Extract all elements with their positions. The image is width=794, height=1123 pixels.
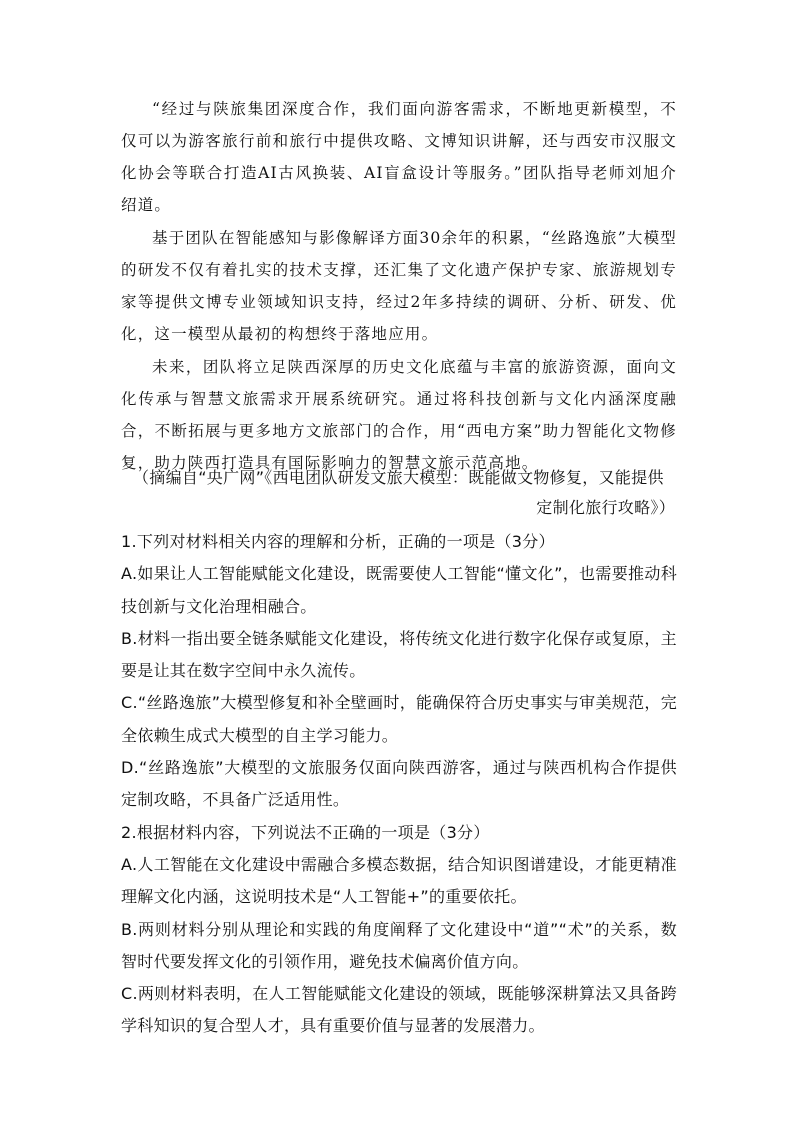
question-stem: 1.下列对材料相关内容的理解和分析，正确的一项是（3分） bbox=[121, 532, 555, 551]
question-option-d: D.“丝路逸旅”大模型的文旅服务仅面向陕西游客，通过与陕西机构合作提供定制攻略，不具备广泛适用性。 bbox=[121, 758, 677, 810]
question-option-b: B.两则材料分别从理论和实践的角度阐释了文化建设中“道”“术”的关系，数智时代要发挥文化的引领作用，避免技术偏离价值方向。 bbox=[121, 919, 677, 971]
question-list bbox=[121, 526, 677, 1043]
question-stem: 2.根据材料内容，下列说法不正确的一项是（3分） bbox=[121, 822, 490, 842]
source-citation bbox=[121, 463, 677, 523]
question-option-a: A.如果让人工智能赋能文化建设，既需要使人工智能“懂文化”，也需要推动科技创新与文化治理相融合。 bbox=[121, 564, 677, 616]
question-2 bbox=[121, 817, 677, 1043]
question-option-a: A.人工智能在文化建设中需融合多模态数据，结合知识图谱建设，才能更精准理解文化内涵，这说明技术是“人工智能+”的重要依托。 bbox=[121, 854, 677, 907]
question-1 bbox=[121, 526, 677, 817]
question-option-c: C.“丝路逸旅”大模型修复和补全壁画时，能确保符合历史事实与审美规范，完全依赖生成式大模型的自主学习能力。 bbox=[121, 693, 677, 745]
passage-paragraph: “经过与陕旅集团深度合作，我们面向游客需求，不断地更新模型，不仅可以为游客旅行前和旅行中提供攻略、文博知识讲解，还与西安市汉服文化协会等联合打造AI古风换装、AI盲盒设计等服务。”团队指导老师刘旭介绍道。 bbox=[121, 100, 677, 214]
passage-paragraph: 未来，团队将立足陕西深厚的历史文化底蕴与丰富的旅游资源，面向文化传承与智慧文旅需求开展系统研究。通过将科技创新与文化内涵深度融合，不断拓展与更多地方文旅部门的合作，用“西电方案”助力智能化文物修复，助力陕西打造具有国际影响力的智慧文旅示范高地。 bbox=[121, 358, 677, 472]
passage-paragraph: 基于团队在智能感知与影像解译方面30余年的积累，“丝路逸旅”大模型的研发不仅有着扎实的技术支撑，还汇集了文化遗产保护专家、旅游规划专家等提供文博专业领域知识支持，经过2年多持续的调研、分析、研发、优化，这一模型从最初的构想终于落地应用。 bbox=[121, 229, 677, 343]
question-option-b: B.材料一指出要全链条赋能文化建设，将传统文化进行数字化保存或复原，主要是让其在数字空间中永久流传。 bbox=[121, 628, 677, 681]
question-option-c: C.两则材料表明，在人工智能赋能文化建设的领域，既能够深耕算法又具备跨学科知识的复合型人才，具有重要价值与显著的发展潜力。 bbox=[121, 984, 677, 1036]
source-citation-line: 定制化旅行攻略》） bbox=[536, 498, 675, 517]
source-citation-line: （摘编自“央广网”《西电团队研发文旅大模型：既能做文物修复，又能提供 bbox=[133, 468, 664, 487]
reading-passage bbox=[121, 93, 677, 480]
